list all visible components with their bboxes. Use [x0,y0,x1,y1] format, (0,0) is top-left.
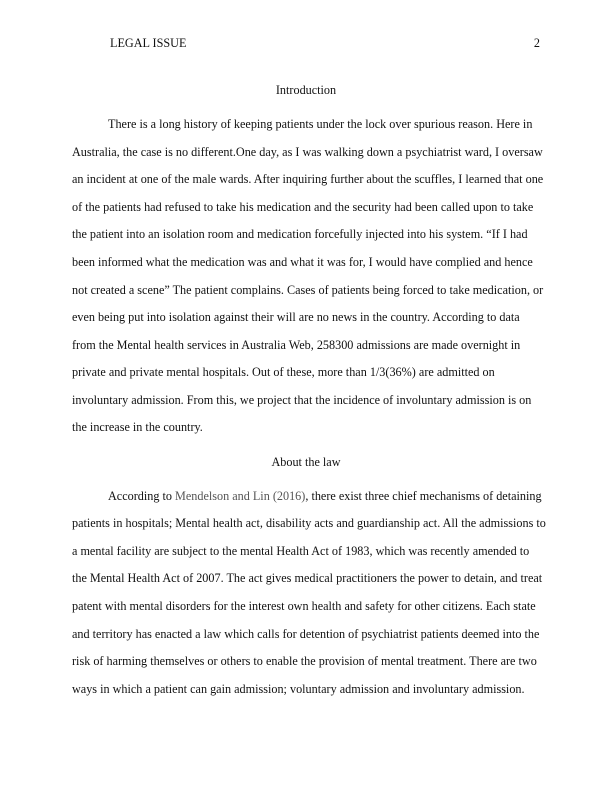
running-head: LEGAL ISSUE [110,36,187,50]
paragraph-line: the increase in the country. [72,420,203,434]
paragraph-line: Australia, the case is no different.One day, as I was walking down a psychiatrist ward, I oversaw [72,145,543,159]
line-suffix: , there exist three chief mechanisms of detaining [305,489,542,503]
paragraph-line: patent with mental disorders for the interest own health and safety for other citizens. Each state [72,599,536,613]
paragraph-line: the Mental Health Act of 2007. The act gives medical practitioners the power to detain, and treat [72,571,543,585]
introduction-heading: Introduction [275,83,337,97]
paragraph-line: ways in which a patient can gain admission; voluntary admission and involuntary admission. [72,682,525,696]
paragraph-line: from the Mental health services in Australia Web, 258300 admissions are made overnight in [72,338,521,352]
paragraph-line: not created a scene” The patient complains. Cases of patients being forced to take medication, or [72,283,544,297]
paragraph-line: the patient into an isolation room and medication forcefully injected into his system. “If I had [72,227,528,241]
about-law-heading: About the law [271,455,341,469]
page-number: 2 [533,36,540,50]
paragraph-line-first [108,489,542,504]
citation-link[interactable]: Mendelson and Lin (2016) [175,489,306,503]
paragraph-line: private and private mental hospitals. Out of these, more than 1/3(36%) are admitted on [72,365,495,379]
paragraph-line: an incident at one of the male wards. After inquiring further about the scuffles, I learned that one [72,172,544,186]
line-prefix: According to [108,489,176,503]
paragraph-line: and territory has enacted a law which calls for detention of psychiatrist patients deemed into the [72,627,540,641]
paragraph-line: There is a long history of keeping patients under the lock over spurious reason. Here in [108,117,533,131]
paragraph-line: a mental facility are subject to the mental Health Act of 1983, which was recently amended to [72,544,530,558]
paragraph-line: even being put into isolation against their will are no news in the country. According to data [72,310,520,324]
paragraph-line: risk of harming themselves or others to enable the provision of mental treatment. There are two [72,654,537,668]
paragraph-line: of the patients had refused to take his medication and the security had been called upon to take [72,200,534,214]
paragraph-line: involuntary admission. From this, we project that the incidence of involuntary admission is on [72,393,532,407]
paragraph-line: been informed what the medication was and what it was for, I would have complied and hence [72,255,533,269]
paragraph-line: patients in hospitals; Mental health act, disability acts and guardianship act. All the admissions to [72,516,546,530]
